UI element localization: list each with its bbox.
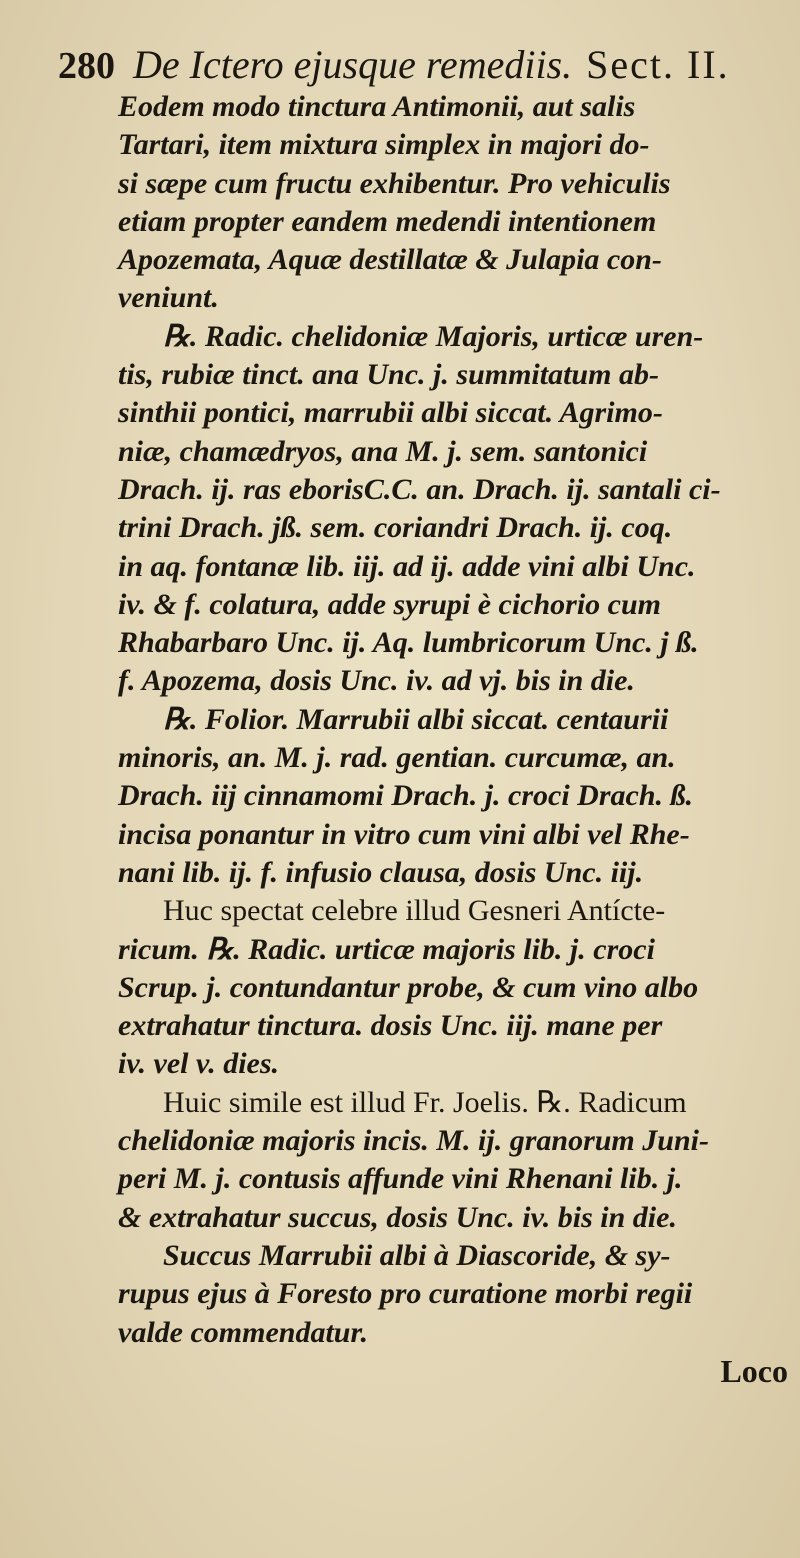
text-line: f. Apozema, dosis Unc. iv. ad vj. bis in die. xyxy=(118,664,635,698)
text-line: Succus Marrubii albi à Diascoride, & sy- xyxy=(163,1238,671,1272)
text-line: in aq. fontanæ lib. iij. ad ij. adde vini albi Unc. xyxy=(118,549,696,583)
text-line: Tartari, item mixtura simplex in majori do- xyxy=(118,128,650,162)
text-line: veniunt. xyxy=(118,281,219,315)
text-line: rupus ejus à Foresto pro curatione morbi regii xyxy=(118,1277,693,1311)
text-line: trini Drach. jß. sem. coriandri Drach. ij. coq. xyxy=(118,511,673,545)
text-line: incisa ponantur in vitro cum vini albi vel Rhe- xyxy=(118,817,690,851)
text-line: si sæpe cum fructu exhibentur. Pro vehiculis xyxy=(118,166,671,200)
text-line: Rhabarbaro Unc. ij. Aq. lumbricorum Unc. j ß. xyxy=(118,626,699,660)
catchword: Loco xyxy=(720,1352,788,1389)
text-line: nani lib. ij. f. infusio clausa, dosis Unc. iij. xyxy=(118,855,644,889)
text-line: & extrahatur succus, dosis Unc. iv. bis in die. xyxy=(118,1200,677,1234)
text-line: valde commendatur. xyxy=(118,1315,368,1349)
text-line: Eodem modo tinctura Antimonii, aut salis xyxy=(118,90,636,123)
text-line: ℞. Folior. Marrubii albi siccat. centaurii xyxy=(163,702,669,736)
text-line: ℞. Radic. chelidoniæ Majoris, urticæ uren- xyxy=(163,319,704,353)
text-line: extrahatur tinctura. dosis Unc. iij. mane per xyxy=(118,1009,663,1043)
text-line: Huc spectat celebre illud Gesneri Antícte- xyxy=(163,894,666,928)
text-line: iv. & f. colatura, adde syrupi è cichorio cum xyxy=(118,587,662,621)
text-line: Drach. iij cinnamomi Drach. j. croci Drach. ß. xyxy=(118,779,694,813)
text-line: minoris, an. M. j. rad. gentian. curcumæ, an. xyxy=(118,741,676,775)
text-line: Scrup. j. contundantur probe, & cum vino albo xyxy=(118,970,699,1004)
text-line: sinthii pontici, marrubii albi siccat. Agrimo- xyxy=(118,396,663,430)
text-line: etiam propter eandem medendi intentionem xyxy=(118,204,657,238)
text-line: Apozemata, Aquæ destillatæ & Julapia con- xyxy=(118,243,662,277)
text-line: tis, rubiæ tinct. ana Unc. j. summitatum ab- xyxy=(118,358,659,392)
page-number: 280 xyxy=(58,45,115,87)
text-line: Huic simile est illud Fr. Joelis. ℞. Radicum xyxy=(163,1085,687,1119)
text-line: peri M. j. contusis affunde vini Rhenani lib. j. xyxy=(118,1162,683,1196)
text-body xyxy=(118,88,798,1390)
text-line: ricum. ℞. Radic. urticæ majoris lib. j. croci xyxy=(118,932,655,966)
section-label: Sect. II. xyxy=(586,42,730,87)
text-line: Drach. ij. ras eborisC.C. an. Drach. ij. santali ci- xyxy=(118,472,721,506)
running-title: De Ictero ejusque remediis. xyxy=(133,42,573,87)
text-line: iv. vel v. dies. xyxy=(118,1047,280,1081)
text-line: niæ, chamædryos, ana M. j. sem. santonici xyxy=(118,434,648,468)
page-header xyxy=(58,40,788,90)
text-line: chelidoniæ majoris incis. M. ij. granorum Juni- xyxy=(118,1124,709,1158)
